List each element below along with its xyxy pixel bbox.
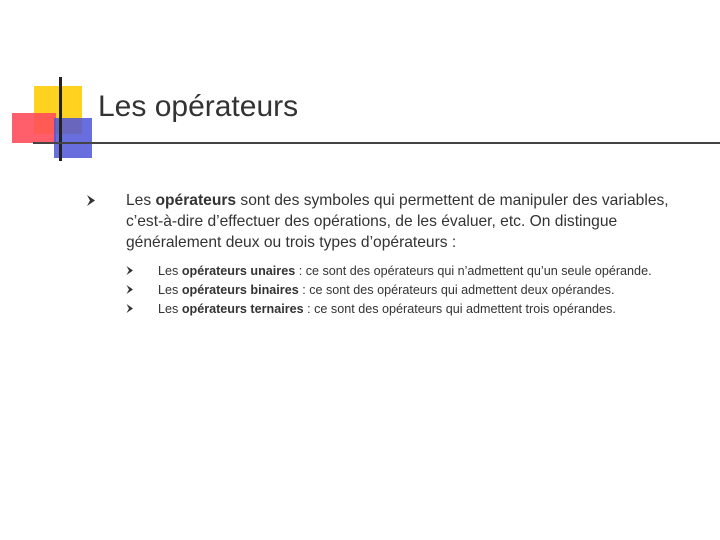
title-underline xyxy=(33,142,720,144)
subbullet-ternary xyxy=(126,301,696,317)
arrowhead-icon xyxy=(126,304,133,313)
subbullet-prefix: Les xyxy=(158,283,182,297)
slide-content xyxy=(86,190,696,320)
arrowhead-icon xyxy=(86,195,95,206)
subbullet-bold: opérateurs ternaires xyxy=(181,302,304,316)
vertical-rule xyxy=(59,77,62,161)
subbullet-prefix: Les xyxy=(158,264,182,278)
bullet-prefix: Les xyxy=(126,192,156,209)
slide-title: Les opérateurs xyxy=(98,90,299,123)
red-square-decoration xyxy=(12,113,56,143)
subbullet-bold: opérateurs binaires xyxy=(181,283,299,297)
subbullet-binary xyxy=(126,282,696,298)
bullet-bold: opérateurs xyxy=(155,192,237,209)
subbullet-bold: opérateurs unaires xyxy=(181,264,296,278)
bullet-main xyxy=(86,190,696,253)
arrowhead-icon xyxy=(126,285,133,294)
blue-square-decoration xyxy=(54,118,92,158)
subbullet-prefix: Les xyxy=(158,302,182,316)
subbullet-rest: : ce sont des opérateurs qui n’admettent qu’un seule opérande. xyxy=(295,264,652,278)
arrowhead-icon xyxy=(126,266,133,275)
subbullet-unary xyxy=(126,263,696,279)
bullet-rest: sont des symboles qui permettent de manipuler des variables, c’est-à-dire d’effectuer des opérations, de les évaluer, etc. On distingue généralement deux ou trois types d’opérateurs : xyxy=(126,192,669,251)
subbullet-rest: : ce sont des opérateurs qui admettent trois opérandes. xyxy=(303,302,616,316)
yellow-square-decoration xyxy=(34,86,82,134)
subbullet-list xyxy=(86,263,696,317)
subbullet-rest: : ce sont des opérateurs qui admettent deux opérandes. xyxy=(298,283,615,297)
